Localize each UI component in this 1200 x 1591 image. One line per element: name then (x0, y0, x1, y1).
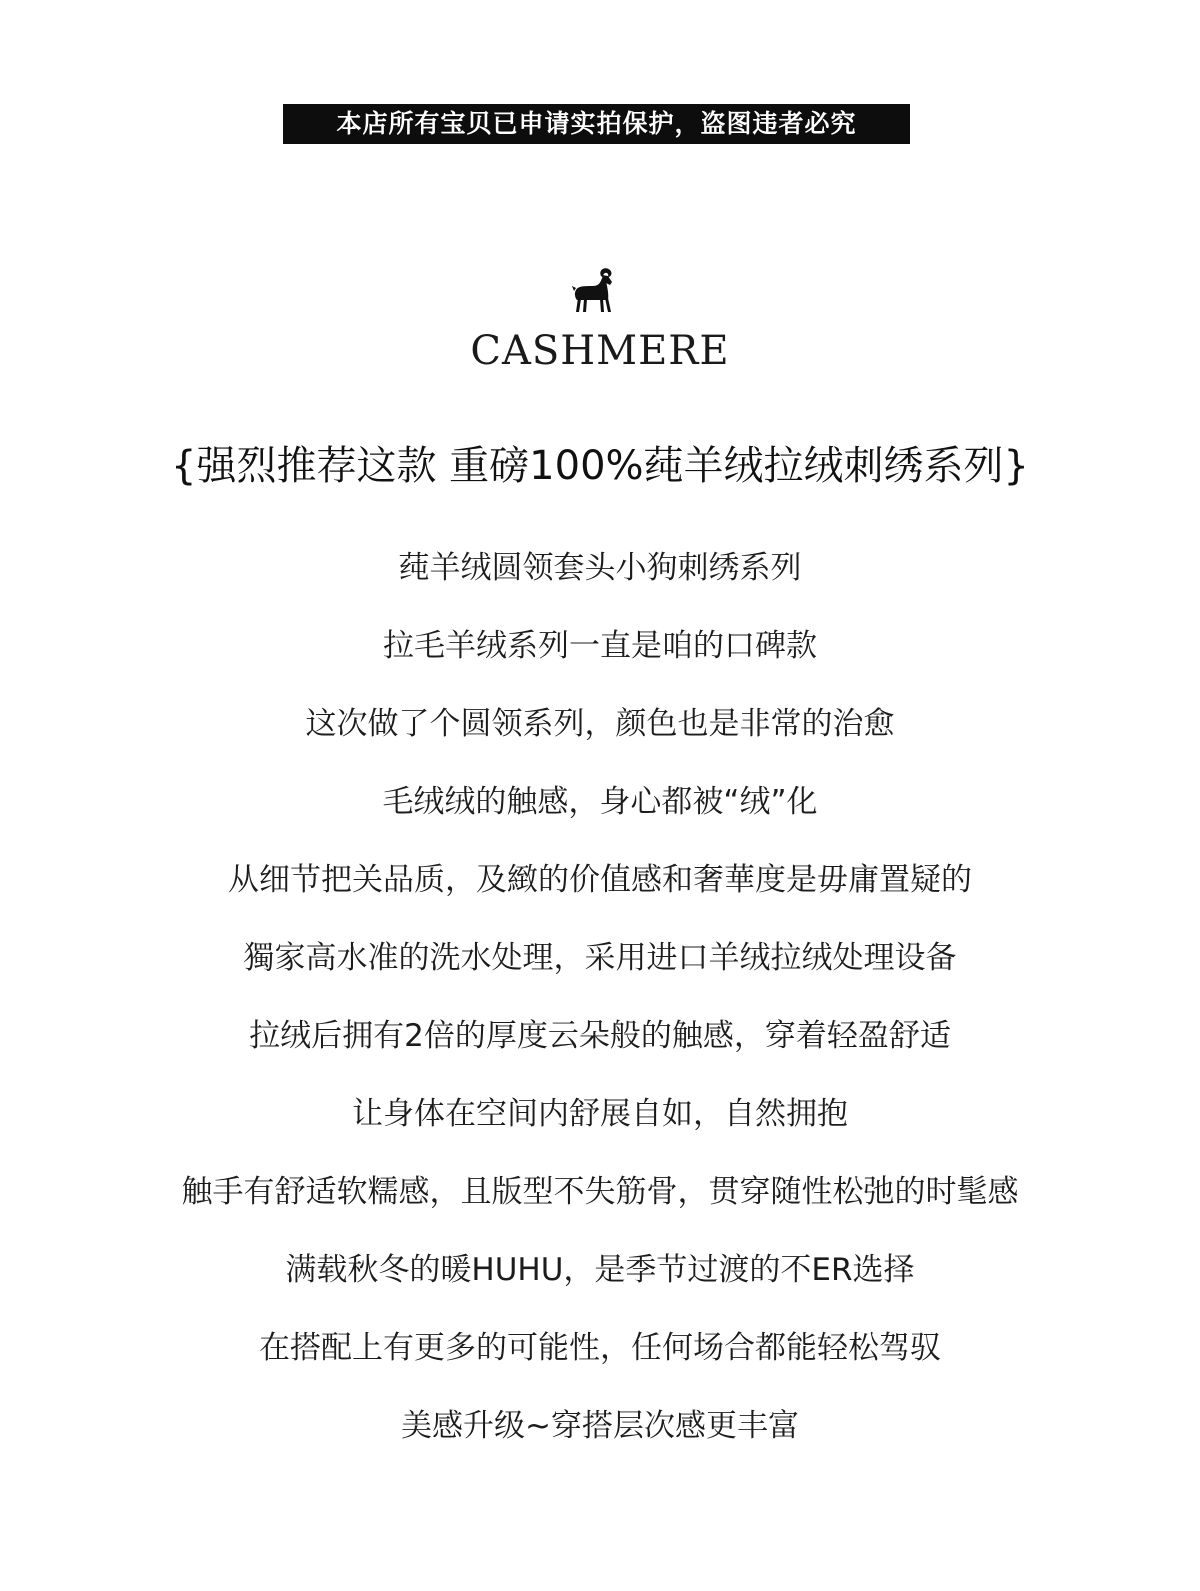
body-line: 毛绒绒的触感，身心都被“绒”化 (382, 784, 818, 820)
body-line: 触手有舒适软糯感，且版型不失筋骨，贯穿随性松弛的时髦感 (181, 1174, 1019, 1210)
body-line: 獨家高水准的洗水处理，采用进口羊绒拉绒处理设备 (243, 940, 957, 976)
body-line: 这次做了个圆领系列，颜色也是非常的治愈 (305, 706, 895, 742)
body-line: 拉毛羊绒系列一直是咱的口碑款 (383, 628, 817, 664)
body-line: 拉绒后拥有2倍的厚度云朵般的触感，穿着轻盈舒适 (249, 1018, 951, 1054)
body-line: 莼羊绒圆领套头小狗刺绣系列 (398, 550, 802, 586)
copyright-banner: 本店所有宝贝已申请实拍保护，盗图违者必究 (283, 104, 910, 144)
goat-icon (568, 266, 620, 314)
body-line: 满载秋冬的暖HUHU，是季节过渡的不ER选择 (285, 1252, 915, 1288)
body-line: 在搭配上有更多的可能性，任何场合都能轻松驾驭 (259, 1330, 941, 1366)
headline: {强烈推荐这款 重磅100%莼羊绒拉绒刺绣系列} (171, 443, 1029, 489)
body-line: 美感升级~穿搭层次感更丰富 (401, 1408, 799, 1444)
body-line: 从细节把关品质，及緻的价值感和奢華度是毋庸置疑的 (228, 862, 972, 898)
body-line: 让身体在空间内舒展自如，自然拥抱 (352, 1096, 848, 1132)
brand-wordmark: CASHMERE (470, 328, 730, 374)
